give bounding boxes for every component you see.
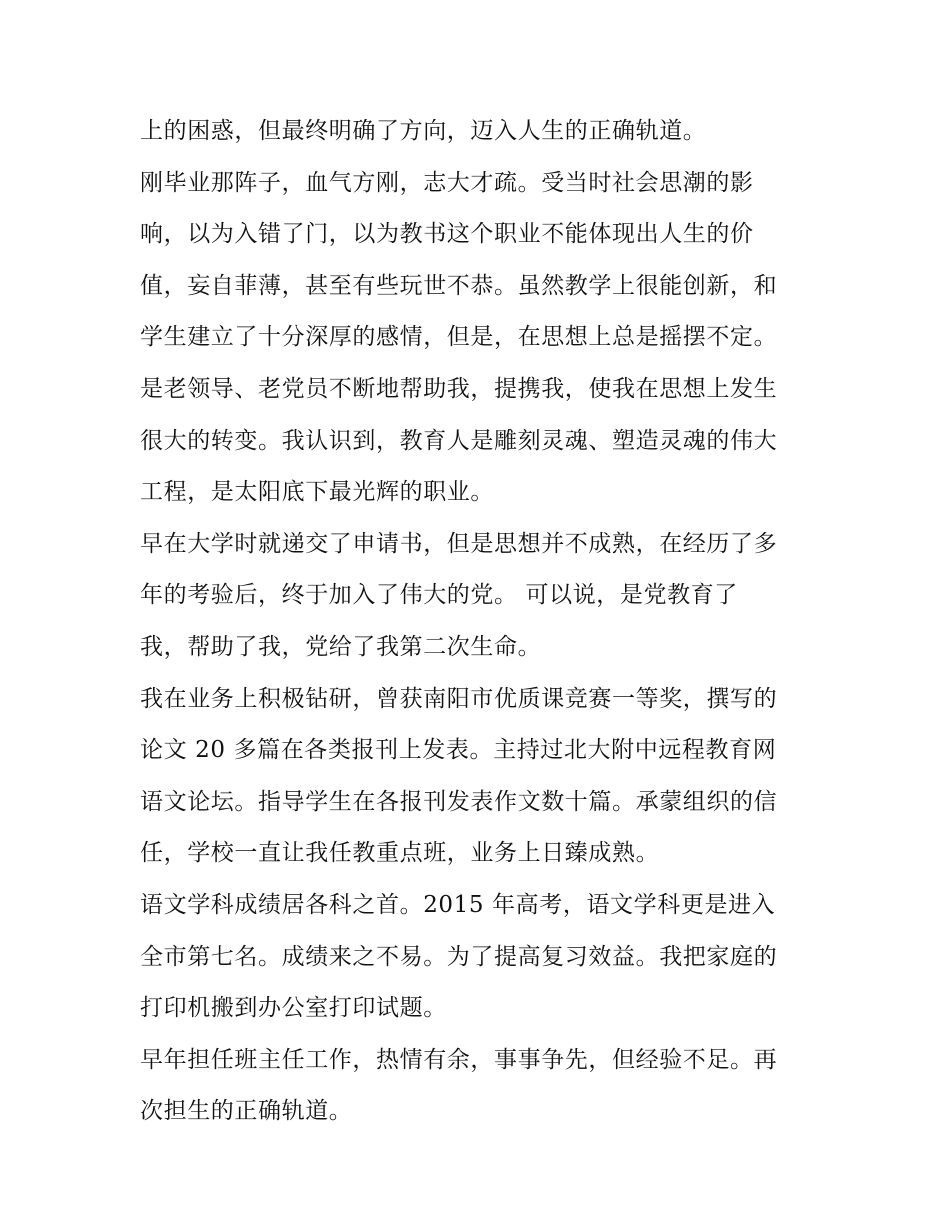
text-line: 上的困惑，但最终明确了方向，迈入人生的正确轨道。 xyxy=(140,118,707,144)
text-line: 语文论坛。指导学生在各报刊发表作文数十篇。承蒙组织的信 xyxy=(140,788,778,815)
text-line: 工程，是太阳底下最光辉的职业。 xyxy=(140,479,494,506)
text-line: 学生建立了十分深厚的感情，但是，在思想上总是摇摆不定。 xyxy=(140,324,778,351)
text-line: 响，以为入错了门，以为教书这个职业不能体现出人生的价 xyxy=(140,221,754,248)
text-line: 全市第七名。成绩来之不易。为了提高复习效益。我把家庭的 xyxy=(140,943,778,970)
text-line: 年的考验后，终于加入了伟大的党。 可以说，是党教育了 xyxy=(140,582,738,609)
text-line: 我在业务上积极钻研，曾获南阳市优质课竞赛一等奖，撰写的 xyxy=(140,685,778,712)
text-line: 刚毕业那阵子，血气方刚，志大才疏。受当时社会思潮的影 xyxy=(140,169,754,196)
text-line: 打印机搬到办公室打印试题。 xyxy=(140,995,447,1022)
text-line: 论文 20 多篇在各类报刊上发表。主持过北大附中远程教育网 xyxy=(140,737,777,764)
text-line: 任，学校一直让我任教重点班，业务上日臻成熟。 xyxy=(140,840,660,867)
document-body xyxy=(140,106,820,1138)
text-line: 早在大学时就递交了申请书，但是思想并不成熟，在经历了多 xyxy=(140,530,778,557)
text-line: 早年担任班主任工作，热情有余，事事争先，但经验不足。再 xyxy=(140,1046,778,1073)
text-line: 值，妄自菲薄，甚至有些玩世不恭。虽然教学上很能创新，和 xyxy=(140,272,778,299)
text-line: 次担生的正确轨道。 xyxy=(140,1098,353,1125)
text-line: 是老领导、老党员不断地帮助我，提携我，使我在思想上发生 xyxy=(140,375,778,402)
text-line: 语文学科成绩居各科之首。2015 年高考，语文学科更是进入 xyxy=(140,891,776,918)
text-line: 我，帮助了我，党给了我第二次生命。 xyxy=(140,633,542,660)
text-line: 很大的转变。我认识到，教育人是雕刻灵魂、塑造灵魂的伟大 xyxy=(140,427,778,454)
